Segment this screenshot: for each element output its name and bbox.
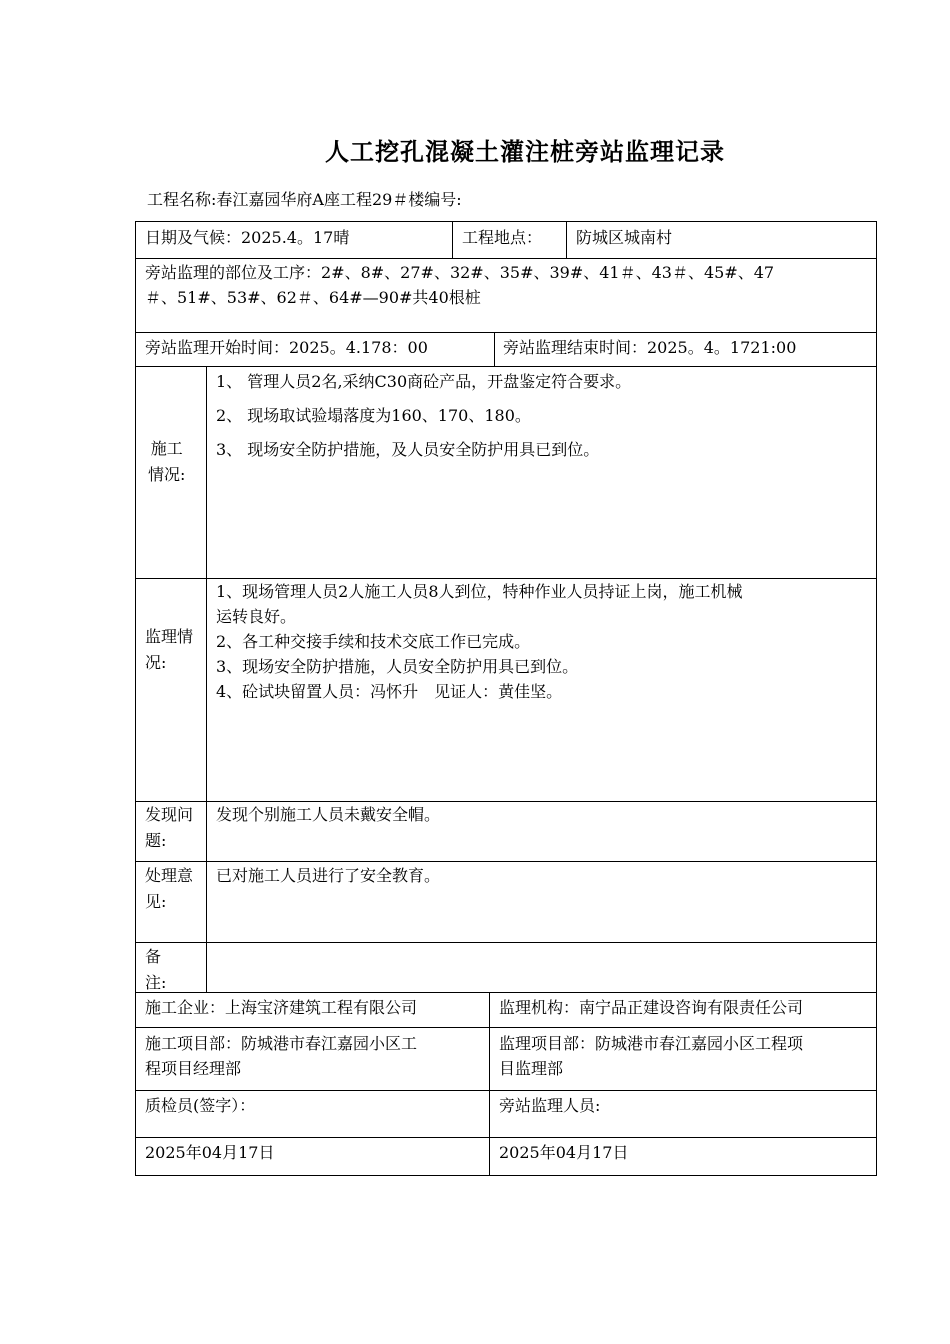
- project-name-line: 工程名称:春江嘉园华府A座工程29＃楼编号:: [147, 190, 462, 209]
- problem-text: 发现个别施工人员未戴安全帽。: [216, 805, 441, 824]
- site-supervisor-signature: 旁站监理人员:: [499, 1096, 601, 1115]
- col-divider: [206, 366, 207, 992]
- problem-label: 发现问 题:: [145, 805, 194, 850]
- supervisor-org: 监理机构：南宁品正建设咨询有限责任公司: [499, 998, 804, 1017]
- col-divider: [489, 992, 490, 1176]
- supervision-part-line-2: ＃、51#、53#、62＃、64#—90#共40根桩: [145, 288, 481, 307]
- construction-item: 2、 现场取试验塌落度为160、170、180。: [216, 406, 531, 425]
- row-divider: [135, 1137, 877, 1138]
- date-weather: 日期及气候：2025.4。17晴: [145, 228, 350, 247]
- col-divider: [566, 221, 567, 258]
- contractor-dept-line-1: 施工项目部：防城港市春江嘉园小区工: [145, 1034, 418, 1053]
- remarks-label: 备 注:: [145, 947, 167, 992]
- row-divider: [135, 1090, 877, 1091]
- row-divider: [135, 992, 877, 993]
- supervision-label: 监理情 况:: [145, 627, 194, 672]
- supervision-part-line-1: 旁站监理的部位及工序：2#、8#、27#、32#、35#、39#、41＃、43＃、45#、47: [145, 263, 775, 282]
- date-right: 2025年04月17日: [499, 1143, 629, 1162]
- start-time: 旁站监理开始时间：2025。4.178：00: [145, 338, 428, 357]
- col-divider: [452, 221, 453, 258]
- date-left: 2025年04月17日: [145, 1143, 275, 1162]
- supervision-item: 3、现场安全防护措施，人员安全防护用具已到位。: [216, 657, 579, 676]
- supervision-item: 2、各工种交接手续和技术交底工作已完成。: [216, 632, 531, 651]
- supervisor-dept-line-2: 目监理部: [499, 1059, 564, 1078]
- supervision-item: 运转良好。: [216, 607, 297, 626]
- contractor: 施工企业：上海宝济建筑工程有限公司: [145, 998, 418, 1017]
- document-title: 人工挖孔混凝土灌注桩旁站监理记录: [325, 137, 725, 166]
- row-divider: [135, 366, 877, 367]
- row-divider: [135, 1027, 877, 1028]
- row-divider: [135, 861, 877, 862]
- supervision-item: 1、现场管理人员2人施工人员8人到位，特种作业人员持证上岗，施工机械: [216, 582, 743, 601]
- handling-label: 处理意 见:: [145, 866, 194, 911]
- construction-label: 施工 情况:: [148, 439, 186, 484]
- row-divider: [135, 258, 877, 259]
- supervision-item: 4、砼试块留置人员：冯怀升 见证人：黄佳坚。: [216, 682, 563, 701]
- row-divider: [135, 332, 877, 333]
- end-time: 旁站监理结束时间：2025。4。1721:00: [503, 338, 797, 357]
- col-divider: [494, 332, 495, 366]
- row-divider: [135, 942, 877, 943]
- inspector-signature: 质检员(签字）：: [145, 1096, 256, 1115]
- supervisor-dept-line-1: 监理项目部：防城港市春江嘉园小区工程项: [499, 1034, 804, 1053]
- location-label: 工程地点：: [462, 228, 543, 247]
- contractor-dept-line-2: 程项目经理部: [145, 1059, 242, 1078]
- construction-item: 1、 管理人员2名,采纳C30商砼产品，开盘鉴定符合要求。: [216, 372, 632, 391]
- construction-item: 3、 现场安全防护措施，及人员安全防护用具已到位。: [216, 440, 600, 459]
- handling-text: 已对施工人员进行了安全教育。: [216, 866, 441, 885]
- location-value: 防城区城南村: [576, 228, 673, 247]
